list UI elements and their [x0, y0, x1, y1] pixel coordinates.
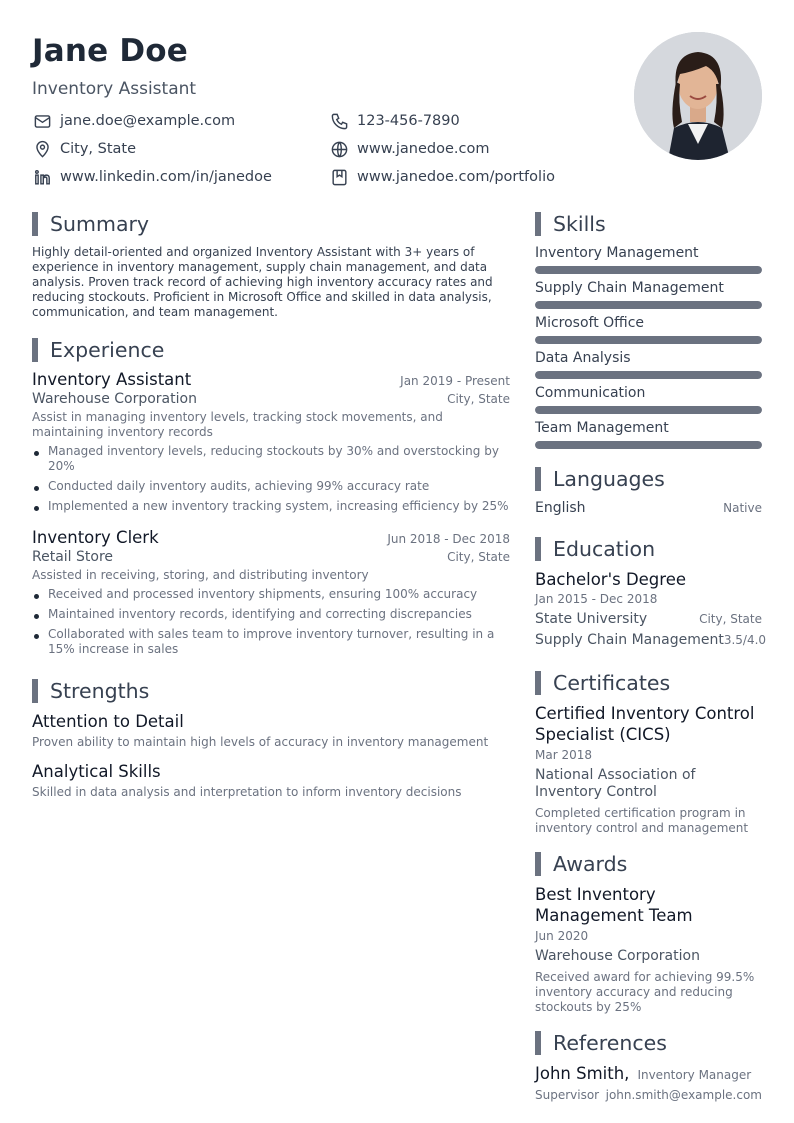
- job-bullet: Received and processed inventory shipments, ensuring 100% accuracy: [32, 587, 510, 602]
- award-entry: [535, 884, 762, 1015]
- section-title-text: Languages: [553, 467, 665, 491]
- section-title-text: Strengths: [50, 679, 150, 703]
- section-education: [535, 537, 762, 561]
- section-title-text: References: [553, 1031, 667, 1055]
- job-bullets: [32, 444, 510, 514]
- certificate-issuer: National Association of Inventory Control: [535, 767, 696, 800]
- skill-bar-fill: [535, 266, 762, 274]
- contact-location: [32, 139, 136, 159]
- job-company: Retail Store: [32, 549, 114, 565]
- section-title-text: Certificates: [553, 671, 671, 695]
- section-bar: [535, 1031, 541, 1055]
- contact-phone[interactable]: [329, 111, 460, 131]
- education-dates: Jan 2015 - Dec 2018: [535, 592, 658, 606]
- summary-text: Highly detail-oriented and organized Inventory Assistant with 3+ years of experience in inventory management, supply chain management, and data analysis. Proven track record of achieving high inventory accuracy rates and reducing stockouts. Proficient in Microsoft Office and skilled in data analysis, communication, and team management.: [32, 245, 493, 319]
- section-strengths: [32, 679, 510, 703]
- job-description: Assisted in receiving, storing, and distributing inventory: [32, 568, 369, 582]
- skill-item: [535, 384, 762, 414]
- job-dates: Jun 2018 - Dec 2018: [387, 532, 510, 546]
- certificate-date: Mar 2018: [535, 748, 592, 762]
- section-title-text: Summary: [50, 212, 150, 236]
- job-bullet: Managed inventory levels, reducing stockouts by 30% and overstocking by 20%: [32, 444, 510, 474]
- section-experience: [32, 338, 510, 362]
- skill-item: [535, 419, 762, 449]
- section-bar: [32, 212, 38, 236]
- section-title-text: Awards: [553, 852, 628, 876]
- strength-description: Proven ability to maintain high levels of accuracy in inventory management: [32, 735, 489, 749]
- certificate-title: Certified Inventory Control Specialist (CICS): [535, 704, 755, 744]
- strength-entry: [32, 762, 510, 799]
- language-level: Native: [723, 501, 762, 515]
- reference-entry: [535, 1063, 762, 1103]
- award-title: Best Inventory Management Team: [535, 885, 693, 925]
- job-bullet: Implemented a new inventory tracking system, increasing efficiency by 25%: [32, 499, 510, 514]
- experience-entry: [32, 528, 510, 657]
- award-date: Jun 2020: [535, 929, 589, 943]
- section-bar: [32, 338, 38, 362]
- skill-name: Team Management: [535, 420, 669, 436]
- education-location: City, State: [699, 612, 762, 626]
- strength-title: Analytical Skills: [32, 762, 161, 781]
- contact-linkedin[interactable]: [32, 167, 272, 187]
- job-dates: Jan 2019 - Present: [400, 374, 510, 388]
- certificate-description: Completed certification program in inventory control and management: [535, 806, 749, 835]
- skill-bar-fill: [535, 371, 762, 379]
- education-entry: [535, 569, 767, 649]
- left-column: [32, 212, 510, 799]
- section-languages: [535, 467, 762, 491]
- job-description: Assist in managing inventory levels, tracking stock movements, and maintaining inventory records: [32, 410, 443, 439]
- skill-item: [535, 349, 762, 379]
- skill-name: Inventory Management: [535, 245, 699, 261]
- contact-portfolio[interactable]: [329, 167, 555, 187]
- education-gpa: 3.5/4.0: [723, 633, 767, 647]
- reference-email[interactable]: john.smith@example.com: [605, 1088, 762, 1102]
- right-column: [535, 212, 767, 1103]
- phone-text: 123-456-7890: [357, 113, 460, 129]
- portfolio-icon: [329, 167, 349, 187]
- experience-entry: [32, 370, 510, 514]
- language-item: [535, 500, 762, 516]
- email-text: jane.doe@example.com: [60, 113, 236, 129]
- candidate-name: Jane Doe: [32, 33, 188, 69]
- website-text: www.janedoe.com: [357, 141, 490, 157]
- skill-name: Microsoft Office: [535, 315, 645, 331]
- profile-photo: [634, 32, 762, 160]
- job-location: City, State: [447, 392, 510, 406]
- award-issuer: Warehouse Corporation: [535, 948, 700, 964]
- skill-bar: [535, 266, 762, 274]
- skill-item: [535, 244, 762, 274]
- section-title-text: Skills: [553, 212, 606, 236]
- job-company: Warehouse Corporation: [32, 391, 197, 407]
- section-title-text: Experience: [50, 338, 165, 362]
- resume-header: [32, 30, 592, 195]
- skill-bar: [535, 336, 762, 344]
- section-skills: [535, 212, 762, 236]
- section-summary: [32, 212, 510, 236]
- skill-item: [535, 279, 762, 309]
- skill-bar: [535, 301, 762, 309]
- contact-website[interactable]: [329, 139, 489, 159]
- section-bar: [535, 852, 541, 876]
- linkedin-text: www.linkedin.com/in/janedoe: [60, 169, 272, 185]
- job-title: Inventory Assistant: [32, 370, 192, 389]
- language-name: English: [535, 500, 586, 516]
- section-bar: [535, 537, 541, 561]
- section-awards: [535, 852, 762, 876]
- job-bullet: Collaborated with sales team to improve inventory turnover, resulting in a 15% increase in sales: [32, 627, 510, 657]
- candidate-title: Inventory Assistant: [32, 79, 197, 99]
- section-bar: [535, 212, 541, 236]
- section-bar: [535, 671, 541, 695]
- skill-item: [535, 314, 762, 344]
- job-bullet: Maintained inventory records, identifying and correcting discrepancies: [32, 607, 510, 622]
- skill-name: Communication: [535, 385, 646, 401]
- certificate-entry: [535, 703, 762, 836]
- skill-bar-fill: [535, 406, 762, 414]
- strength-entry: [32, 712, 510, 749]
- education-school: State University: [535, 611, 648, 627]
- contact-email[interactable]: [32, 111, 235, 131]
- section-bar: [535, 467, 541, 491]
- skill-bar-fill: [535, 301, 762, 309]
- reference-role: Inventory Manager: [637, 1068, 752, 1082]
- reference-relation: Supervisor: [535, 1088, 600, 1102]
- section-references: [535, 1031, 762, 1055]
- section-certificates: [535, 671, 762, 695]
- award-description: Received award for achieving 99.5% inventory accuracy and reducing stockouts by 25%: [535, 970, 755, 1014]
- mail-icon: [32, 111, 52, 131]
- skills-list: [535, 244, 762, 449]
- portfolio-text: www.janedoe.com/portfolio: [357, 169, 555, 185]
- job-location: City, State: [447, 550, 510, 564]
- strength-description: Skilled in data analysis and interpretation to inform inventory decisions: [32, 785, 462, 799]
- skill-bar-fill: [535, 441, 762, 449]
- skill-bar-fill: [535, 336, 762, 344]
- contact-list: [32, 111, 592, 195]
- skill-name: Supply Chain Management: [535, 280, 724, 296]
- reference-name: John Smith,: [535, 1064, 630, 1083]
- section-title-text: Education: [553, 537, 656, 561]
- skill-bar: [535, 441, 762, 449]
- linkedin-icon: [32, 167, 52, 187]
- strength-title: Attention to Detail: [32, 712, 184, 731]
- job-bullet: Conducted daily inventory audits, achieving 99% accuracy rate: [32, 479, 510, 494]
- location-text: City, State: [60, 141, 137, 157]
- education-degree: Bachelor's Degree: [535, 570, 687, 589]
- skill-bar: [535, 406, 762, 414]
- globe-icon: [329, 139, 349, 159]
- skill-bar: [535, 371, 762, 379]
- location-pin-icon: [32, 139, 52, 159]
- job-title: Inventory Clerk: [32, 528, 159, 547]
- education-field: Supply Chain Management: [535, 632, 724, 648]
- section-bar: [32, 679, 38, 703]
- phone-icon: [329, 111, 349, 131]
- skill-name: Data Analysis: [535, 350, 631, 366]
- job-bullets: [32, 587, 510, 657]
